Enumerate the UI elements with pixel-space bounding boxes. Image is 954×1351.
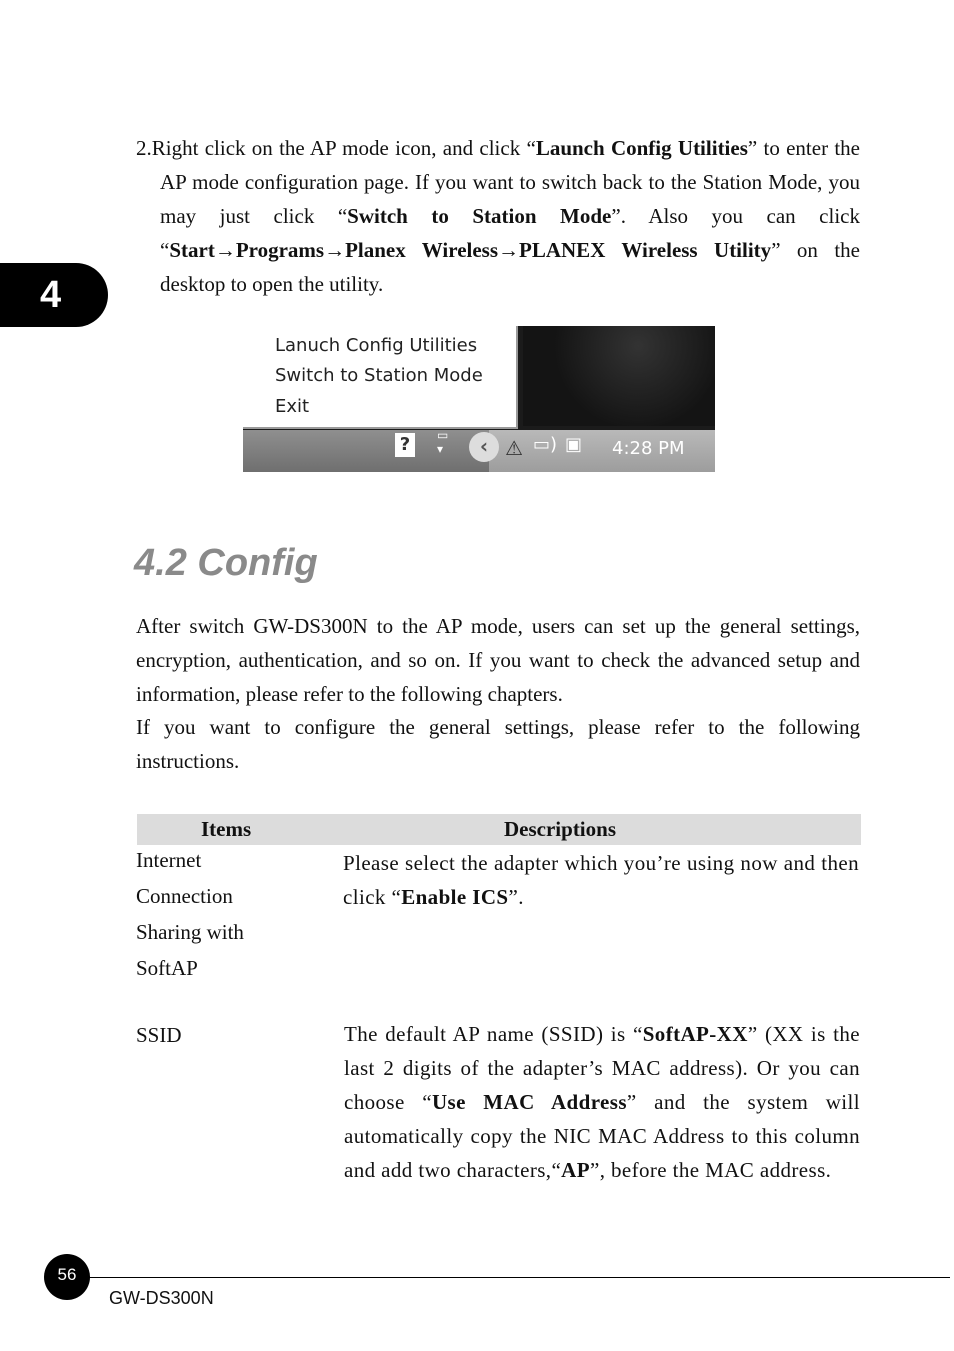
softap-term: SoftAP-XX <box>642 1022 748 1046</box>
programs-term: Programs <box>235 238 325 262</box>
intro-paragraph: After switch GW-DS300N to the AP mode, users can set up the general settings, encryption, authentication, and so on. If you want to check the advanced setup and information, please refer to the following chapters. <box>136 614 860 706</box>
item-line: Connection <box>136 884 233 908</box>
desc-text: Please select the adapter which you’re using now and then click “ <box>343 851 859 909</box>
header-items: Items <box>201 817 252 841</box>
network-computers-icon[interactable]: ▣ <box>565 434 583 455</box>
tray-menu-screenshot <box>243 326 715 472</box>
help-icon[interactable]: ? <box>395 433 415 457</box>
table-row-ssid-description <box>344 1017 860 1187</box>
clock: 4:28 PM <box>612 438 685 459</box>
header-descriptions: Descriptions <box>504 817 616 841</box>
enable-ics-term: Enable ICS <box>401 885 509 909</box>
planex-utility-term: PLANEX Wireless Utility <box>519 238 772 262</box>
menu-item-switch-station[interactable]: Switch to Station Mode <box>275 365 483 386</box>
launch-config-term: Launch Config Utilities <box>535 136 748 160</box>
ap-term: AP <box>561 1158 590 1182</box>
step-text: ” on the desktop to open the utility. <box>160 238 860 296</box>
arrow: → <box>214 238 236 262</box>
menu-item-exit[interactable]: Exit <box>275 396 310 417</box>
antenna-icon[interactable]: ⚠ <box>505 436 523 460</box>
arrow: → <box>498 238 520 262</box>
switch-station-term: Switch to Station Mode <box>347 204 612 228</box>
instruction-paragraph: If you want to configure the general settings, please refer to the following instructions. <box>136 715 860 773</box>
step-text: ”. Also you can click “ <box>160 204 860 262</box>
step-2-paragraph <box>136 131 860 301</box>
table-row-ics-description <box>343 846 859 914</box>
step-text: Right click on the AP mode icon, and click “ <box>151 136 536 160</box>
step-text: ” to enter the AP mode configuration page. If you want to switch back to the Station Mode, you may just click “ <box>160 136 861 228</box>
use-mac-term: Use MAC Address <box>431 1090 627 1114</box>
section-title: 4.2 Config <box>134 542 318 584</box>
page-number: 56 <box>44 1254 90 1300</box>
table-row-ssid-item <box>136 1017 316 1053</box>
footer-rule <box>64 1277 950 1278</box>
item-line: Sharing with <box>136 920 244 944</box>
context-menu <box>243 326 518 429</box>
item-line: Internet <box>136 848 202 872</box>
wireless-icon[interactable]: ▭) <box>533 434 558 455</box>
desc-text: The default AP name (SSID) is “ <box>344 1022 643 1046</box>
desc-text: ”. <box>508 885 524 909</box>
expand-icon[interactable]: ‹ <box>469 432 499 462</box>
item-line: SSID <box>136 1023 182 1047</box>
step-number: 2. <box>136 136 152 160</box>
table-row-ics-item <box>136 842 316 986</box>
desc-text: ” (XX is the last 2 digits of the adapter’s MAC address). Or you can choose “ <box>344 1022 860 1114</box>
planex-wireless-term: Planex Wireless <box>345 238 499 262</box>
desktop-background <box>523 326 715 426</box>
chapter-tab: 4 <box>0 263 108 327</box>
table-header <box>137 814 861 845</box>
item-line: SoftAP <box>136 956 198 980</box>
network-icon[interactable]: ▭ ▾ <box>437 428 449 456</box>
desc-text: ” and the system will automatically copy the NIC MAC Address to this column and add two characters,“ <box>344 1090 860 1182</box>
desc-text: ”, before the MAC address. <box>589 1158 832 1182</box>
menu-item-launch-config[interactable]: Lanuch Config Utilities <box>275 335 478 356</box>
arrow: → <box>324 238 346 262</box>
start-term: Start <box>169 238 215 262</box>
footer-model: GW-DS300N <box>109 1288 214 1308</box>
